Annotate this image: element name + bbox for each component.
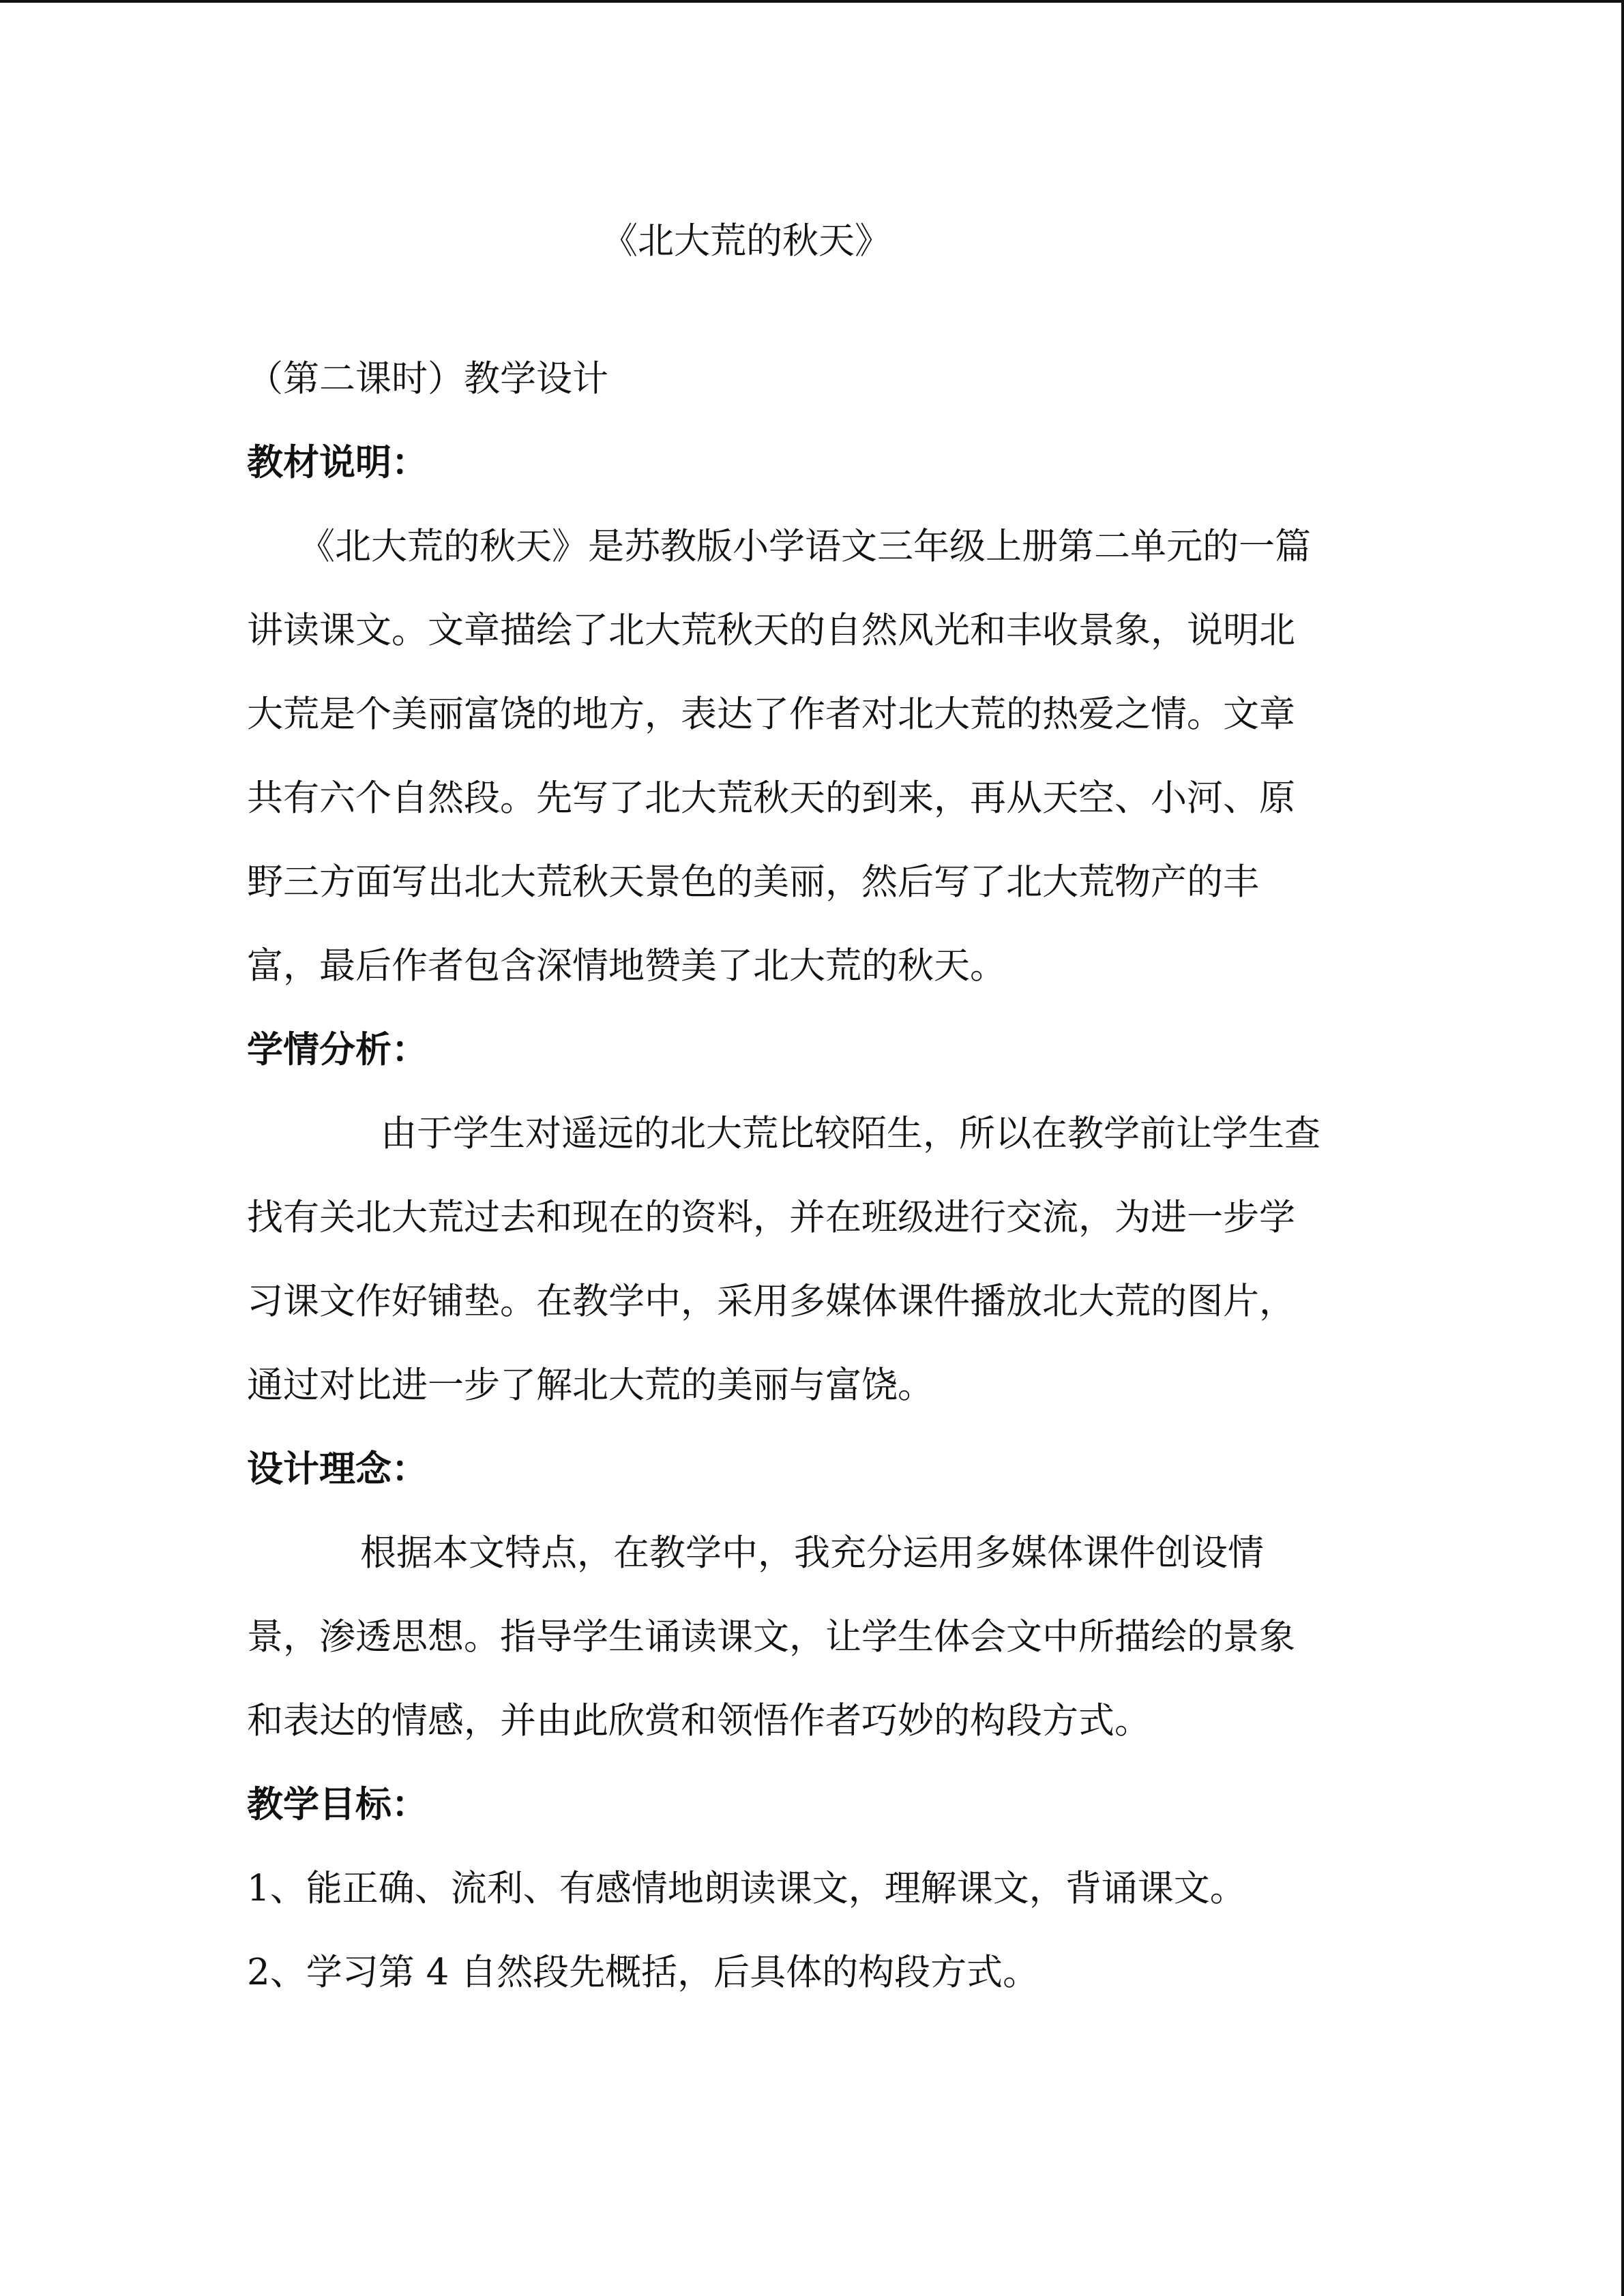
paragraph-line: 《北大荒的秋天》是苏教版小学语文三年级上册第二单元的一篇 — [299, 526, 1311, 567]
paragraph-line: 找有关北大荒过去和现在的资料，并在班级进行交流，为进一步学 — [247, 1197, 1295, 1238]
section-heading-analysis: 学情分析： — [247, 1028, 428, 1071]
paragraph-line: 习课文作好铺垫。在教学中，采用多媒体课件播放北大荒的图片， — [247, 1281, 1295, 1322]
paragraph-line: 富，最后作者包含深情地赞美了北大荒的秋天。 — [247, 945, 1006, 987]
section-concept-paragraph — [247, 1511, 1379, 1763]
section-heading-material: 教材说明： — [247, 441, 428, 483]
list-item: 1、能正确、流利、有感情地朗读课文，理解课文，背诵课文。 — [247, 1868, 1246, 1909]
paragraph-line: 野三方面写出北大荒秋天景色的美丽，然后写了北大荒物产的丰 — [247, 861, 1259, 903]
paragraph-line: 由于学生对遥远的北大荒比较陌生，所以在教学前让学生查 — [381, 1113, 1320, 1154]
section-material-paragraph — [247, 505, 1379, 1008]
paragraph-line: 讲读课文。文章描绘了北大荒秋天的自然风光和丰收景象，说明北 — [247, 610, 1295, 651]
paragraph-line: 和表达的情感，并由此欣赏和领悟作者巧妙的构段方式。 — [247, 1700, 1151, 1742]
section-analysis-paragraph — [247, 1092, 1379, 1427]
section-heading-concept: 设计理念： — [247, 1448, 428, 1490]
document-title: 《北大荒的秋天》 — [602, 220, 891, 262]
section-heading-goals: 教学目标： — [247, 1783, 428, 1825]
document-subtitle: （第二课时）教学设计 — [247, 358, 608, 400]
paragraph-line: 通过对比进一步了解北大荒的美丽与富饶。 — [247, 1365, 934, 1406]
paragraph-line: 共有六个自然段。先写了北大荒秋天的到来，再从天空、小河、原 — [247, 777, 1295, 819]
paragraph-line: 景，渗透思想。指导学生诵读课文，让学生体会文中所描绘的景象 — [247, 1616, 1295, 1658]
section-goals-list — [247, 1847, 1379, 2014]
list-item: 2、学习第 4 自然段先概括，后具体的构段方式。 — [247, 1952, 1039, 1993]
paragraph-line: 大荒是个美丽富饶的地方，表达了作者对北大荒的热爱之情。文章 — [247, 694, 1295, 735]
document-body — [247, 337, 1379, 2014]
paragraph-line: 根据本文特点，在教学中，我充分运用多媒体课件创设情 — [360, 1532, 1264, 1574]
